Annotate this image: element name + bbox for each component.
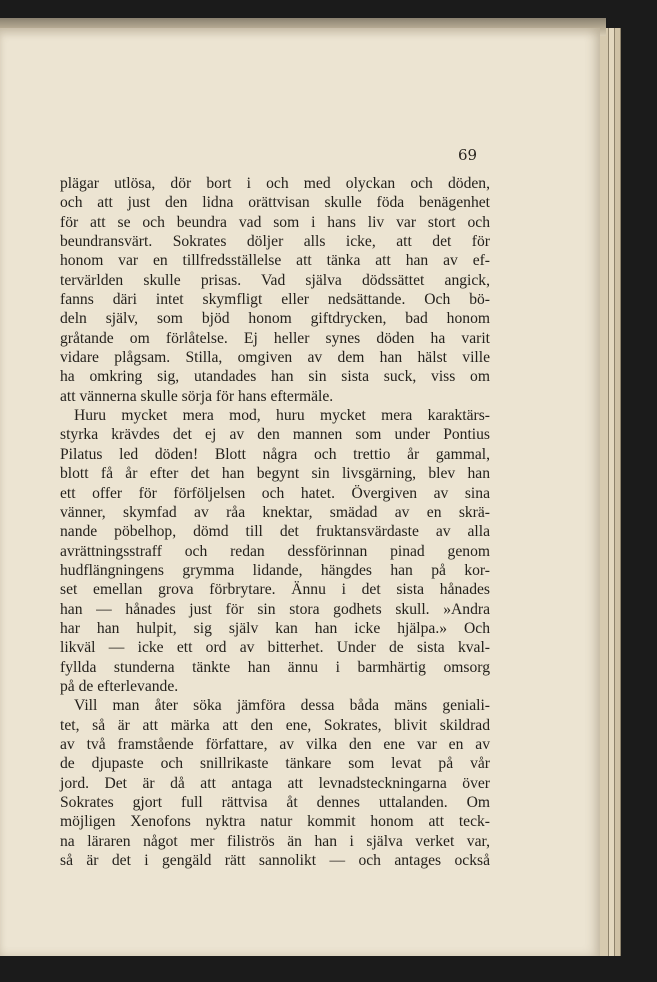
page-number: 69: [458, 146, 478, 164]
text-line: tet, så är att märka att den ene, Sokrates, blivit skildrad: [60, 716, 490, 734]
text-line: av två framstående författare, av vilka den ene var en av: [60, 735, 490, 753]
text-line: ett offer för förföljelsen och hatet. Övergiven av sina: [60, 484, 490, 502]
text-line: styrka krävdes det ej av den mannen som under Pontius: [60, 426, 490, 444]
text-line: vidare plågsam. Stilla, omgiven av dem han hälst ville: [60, 349, 490, 367]
text-line: honom var en tillfredsställelse att tänka att han av ef-: [60, 252, 490, 270]
body-text: [60, 174, 490, 870]
text-line: fyllda stunderna tänkte han ännu i barmhärtig omsorg: [60, 658, 490, 676]
text-line: fanns däri intet skymfligt eller nedsättande. Och bö-: [60, 291, 490, 309]
text-line: har han hulpit, sig själv kan han icke hjälpa.» Och: [60, 619, 490, 637]
text-line: plägar utlösa, dör bort i och med olyckan och döden,: [60, 175, 490, 192]
text-line: avrättningsstraff och redan dessförinnan pinad genom: [60, 542, 490, 560]
text-line: ha omkring sig, utandades han sin sista suck, viss om: [60, 368, 490, 386]
text-line: och att just den lidna orättvisan skulle föda benägenhet: [60, 194, 490, 212]
text-line: blott få år efter det han begynt sin livsgärning, blev han: [60, 465, 490, 483]
text-line: att vännerna skulle sörja för hans eftermäle.: [60, 387, 334, 405]
text-line: möjligen Xenofons nyktra natur kommit honom att teck-: [60, 813, 490, 831]
text-line: Vill man åter söka jämföra dessa båda mäns geniali-: [74, 697, 490, 715]
text-line: för att se och beundra vad som i hans liv var stort och: [60, 213, 490, 231]
text-line: likväl — icke ett ord av bitterhet. Under de sista kval-: [60, 639, 490, 657]
text-line: na läraren något mer filiströs än han i själva verket var,: [60, 832, 490, 850]
text-line: jord. Det är då att antaga att levnadsteckningarna över: [60, 774, 490, 792]
text-line: på de efterlevande.: [60, 677, 179, 695]
text-line: han — hånades just för sin stora godhets skull. »Andra: [60, 600, 490, 618]
text-line: vänner, skymfad av råa knektar, smädad av en skrä-: [60, 503, 490, 521]
text-line: deln själv, som bjöd honom giftdrycken, bad honom: [60, 310, 490, 328]
text-line: Huru mycket mera mod, huru mycket mera karaktärs-: [74, 407, 490, 425]
text-line: Sokrates gjort full rättvisa åt dennes uttalanden. Om: [60, 794, 490, 811]
text-line: gråtande om förlåtelse. Ej heller synes döden ha varit: [60, 329, 490, 347]
text-line: tervärlden skulle prisas. Vad själva dödssättet angick,: [60, 271, 490, 289]
text-line: hudflängningens grymma lidande, hängdes han på kor-: [60, 561, 490, 579]
text-line: de djupaste och snillrikaste tänkare som levat på vår: [60, 755, 490, 773]
text-line: beundransvärt. Sokrates döljer alls icke, att det för: [60, 233, 490, 251]
text-line: set emellan grova förbrytare. Ännu i det sista hånades: [60, 581, 490, 599]
text-line: så är det i gengäld rätt sannolikt — och antages också: [60, 852, 490, 870]
text-line: nande pöbelhop, dömd till det fruktansvärdaste av alla: [60, 523, 490, 541]
book-page: [0, 28, 600, 956]
text-line: Pilatus led döden! Blott några och trettio år gammal,: [60, 445, 490, 463]
